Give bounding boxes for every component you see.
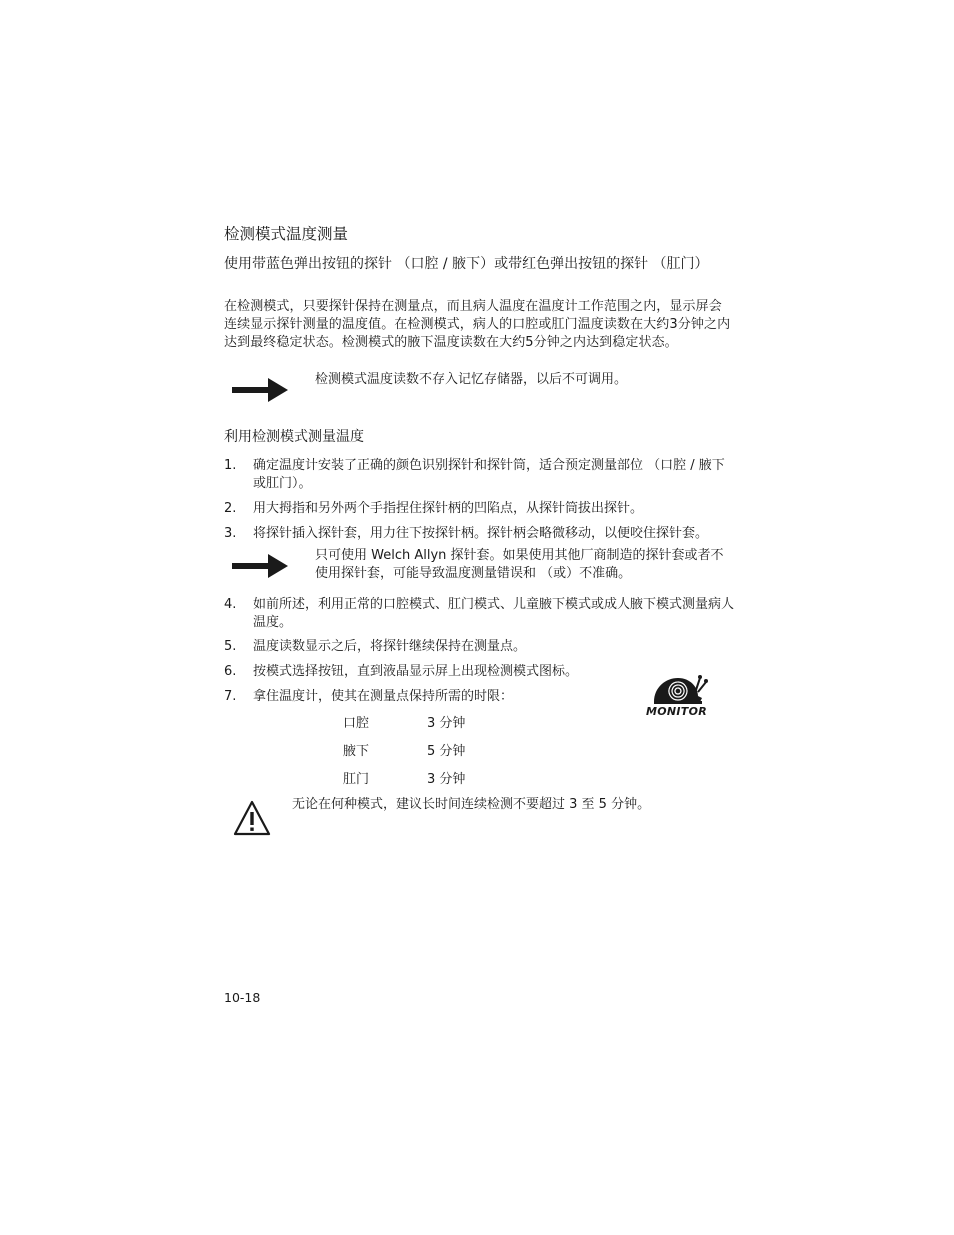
section-title: 检测模式温度测量: [224, 225, 349, 243]
step-text: 拿住温度计，使其在测量点保持所需的时限：: [253, 689, 514, 704]
intro-paragraph: 在检测模式，只要探针保持在测量点，而且病人温度在温度计工作范围之内，显示屏会连续显示探针测量的温度值。在检测模式，病人的口腔或肛门温度读数在大约3分钟之内达到最终稳定状态。检测模式的腋下温度读数在大约5分钟之内达到稳定状态。: [224, 299, 731, 350]
step-text: 确定温度计安装了正确的颜色识别探针和探针筒，适合预定测量部位 （口腔 / 腋下或肛门）。: [253, 458, 725, 491]
step-3: [224, 525, 734, 543]
step-7: [224, 688, 624, 706]
step-number: 5.: [224, 639, 237, 654]
memory-note: 检测模式温度读数不存入记忆存储器，以后不可调用。: [315, 372, 628, 387]
warning-triangle-icon: [233, 800, 271, 836]
note-arrow-icon: [232, 377, 288, 403]
step-1: [224, 457, 734, 493]
step-text: 将探针插入探针套，用力往下按探针柄。探针柄会略微移动，以便咬住探针套。: [253, 526, 709, 541]
time-duration: 5 分钟: [427, 744, 466, 759]
probe-cover-note: 只可使用 Welch Allyn 探针套。如果使用其他厂商制造的探针套或者不使用探针套，可能导致温度测量错误和 （或）不准确。: [315, 548, 724, 581]
note-arrow-icon: [232, 553, 288, 579]
step-text: 温度读数显示之后，将探针继续保持在测量点。: [253, 639, 527, 654]
step-text: 如前所述，利用正常的口腔模式、肛门模式、儿童腋下模式或成人腋下模式测量病人温度。: [253, 597, 735, 630]
time-site: 腋下: [343, 744, 370, 759]
time-duration: 3 分钟: [427, 716, 466, 731]
step-number: 4.: [224, 597, 237, 612]
time-duration: 3 分钟: [427, 772, 466, 787]
time-site: 口腔: [343, 716, 370, 731]
step-5: [224, 638, 734, 656]
procedure-title: 利用检测模式测量温度: [224, 429, 364, 445]
step-2: [224, 500, 734, 518]
step-4: [224, 596, 734, 632]
monitor-label: MONITOR: [646, 705, 708, 718]
step-number: 7.: [224, 689, 237, 704]
warning-text: 无论在何种模式，建议长时间连续检测不要超过 3 至 5 分钟。: [292, 797, 651, 812]
step-number: 2.: [224, 501, 237, 516]
probe-subtitle: 使用带蓝色弹出按钮的探针 （口腔 / 腋下）或带红色弹出按钮的探针 （肛门）: [224, 256, 709, 272]
step-text: 用大拇指和另外两个手指捏住探针柄的凹陷点，从探针筒拔出探针。: [253, 501, 644, 516]
step-text: 按模式选择按钮，直到液晶显示屏上出现检测模式图标。: [253, 664, 579, 679]
step-number: 1.: [224, 458, 237, 473]
page-number: 10-18: [224, 990, 261, 1005]
time-site: 肛门: [343, 772, 370, 787]
step-number: 6.: [224, 664, 237, 679]
step-number: 3.: [224, 526, 237, 541]
